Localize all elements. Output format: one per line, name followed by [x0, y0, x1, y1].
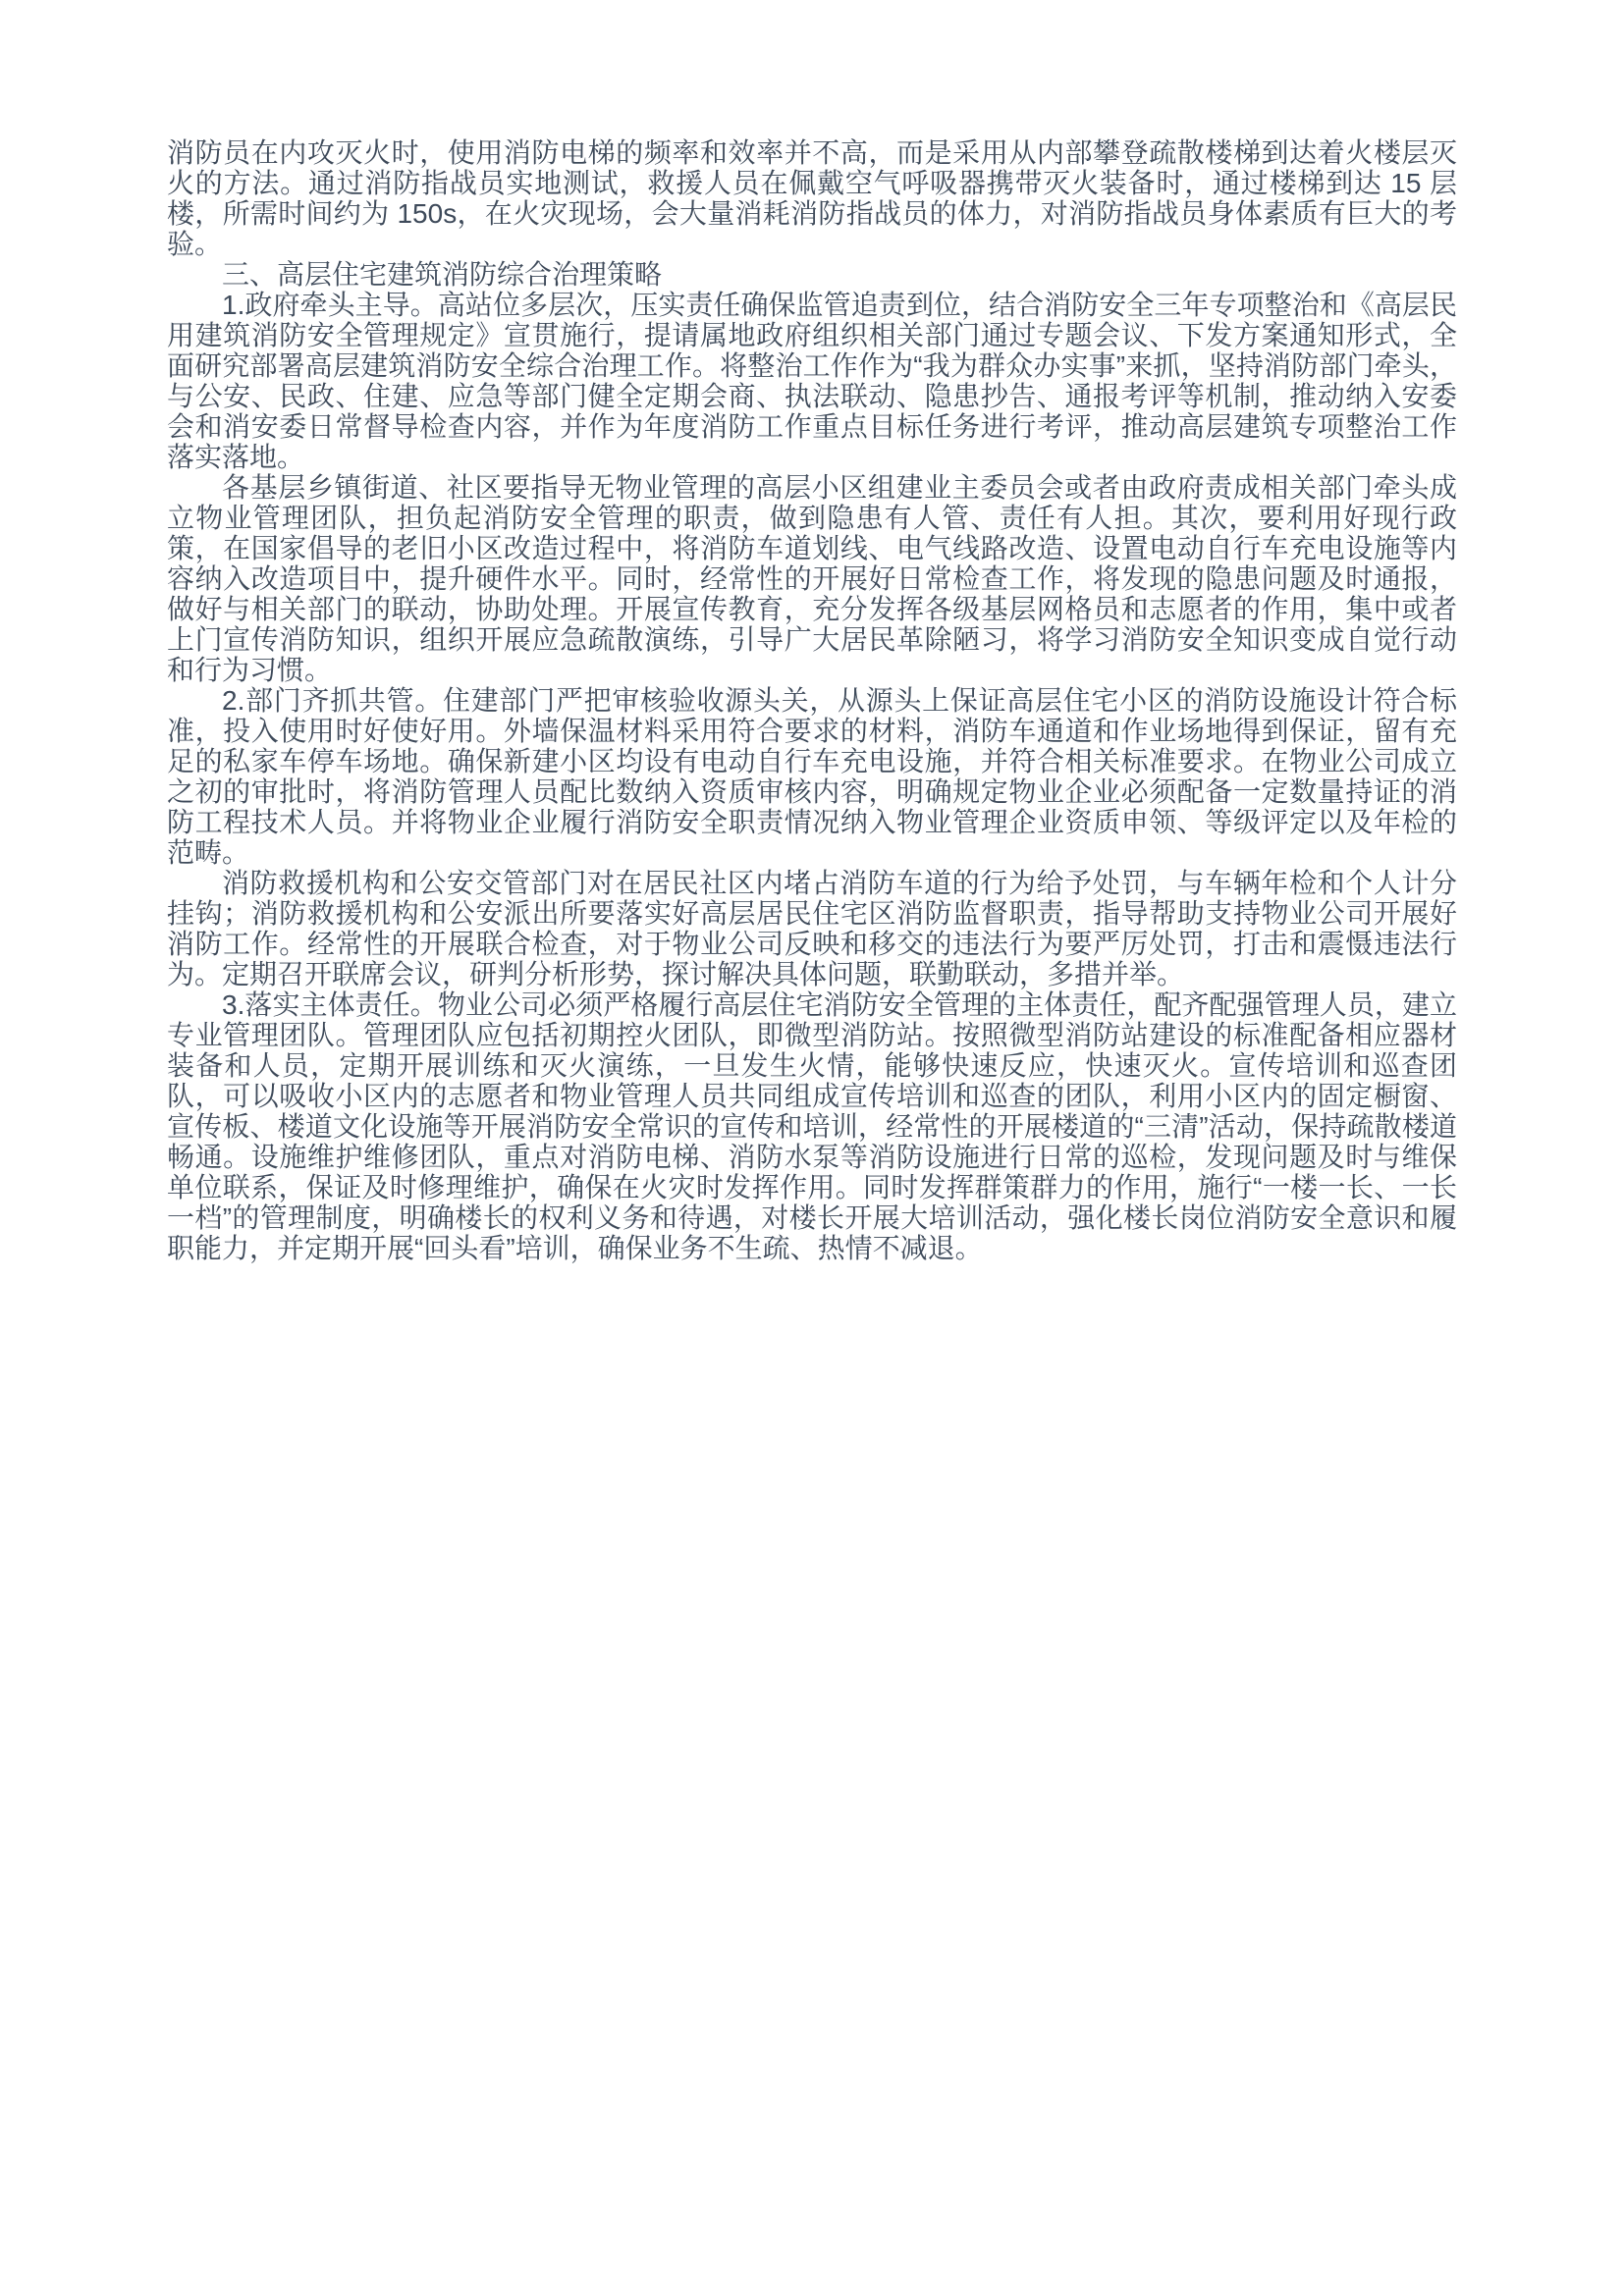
document-body [167, 137, 1457, 1263]
strategy-2-joint-management-paragraph: 2.部门齐抓共管。住建部门严把审核验收源头关，从源头上保证高层住宅小区的消防设施设计符合标准，投入使用时好使好用。外墙保温材料采用符合要求的材料，消防车通道和作业场地得到保证，留有充足的私家车停车场地。确保新建小区均设有电动自行车充电设施，并符合相关标准要求。在物业公司成立之初的审批时，将消防管理人员配比数纳入资质审核内容，明确规定物业企业必须配备一定数量持证的消防工程技术人员。并将物业企业履行消防安全职责情况纳入物业管理企业资质申领、等级评定以及年检的范畴。 [167, 685, 1457, 868]
rescue-traffic-enforcement-paragraph: 消防救援机构和公安交管部门对在居民社区内堵占消防车道的行为给予处罚，与车辆年检和个人计分挂钩；消防救援机构和公安派出所要落实好高层居民住宅区消防监督职责，指导帮助支持物业公司开展好消防工作。经常性的开展联合检查，对于物业公司反映和移交的违法行为要严厉处罚，打击和震慑违法行为。定期召开联席会议，研判分析形势，探讨解决具体问题，联勤联动，多措并举。 [167, 868, 1457, 989]
strategy-1-government-lead-paragraph: 1.政府牵头主导。高站位多层次，压实责任确保监管追责到位，结合消防安全三年专项整治和《高层民用建筑消防安全管理规定》宣贯施行，提请属地政府组织相关部门通过专题会议、下发方案通知形式，全面研究部署高层建筑消防安全综合治理工作。将整治工作作为“我为群众办实事”来抓，坚持消防部门牵头，与公安、民政、住建、应急等部门健全定期会商、执法联动、隐患抄告、通报考评等机制，推动纳入安委会和消安委日常督导检查内容，并作为年度消防工作重点目标任务进行考评，推动高层建筑专项整治工作落实落地。 [167, 290, 1457, 472]
section-heading-3: 三、高层住宅建筑消防综合治理策略 [222, 259, 663, 290]
strategy-3-main-responsibility-paragraph: 3.落实主体责任。物业公司必须严格履行高层住宅消防安全管理的主体责任，配齐配强管理人员，建立专业管理团队。管理团队应包括初期控火团队，即微型消防站。按照微型消防站建设的标准配备相应器材装备和人员，定期开展训练和灭火演练，一旦发生火情，能够快速反应，快速灭火。宣传培训和巡查团队，可以吸收小区内的志愿者和物业管理人员共同组成宣传培训和巡查的团队，利用小区内的固定橱窗、宣传板、楼道文化设施等开展消防安全常识的宣传和培训，经常性的开展楼道的“三清”活动，保持疏散楼道畅通。设施维护维修团队，重点对消防电梯、消防水泵等消防设施进行日常的巡检，发现问题及时与维保单位联系，保证及时修理维护，确保在火灾时发挥作用。同时发挥群策群力的作用，施行“一楼一长、一长一档”的管理制度，明确楼长的权利义务和待遇，对楼长开展大培训活动，强化楼长岗位消防安全意识和履职能力，并定期开展“回头看”培训，确保业务不生疏、热情不减退。 [167, 989, 1457, 1263]
body-paragraph-continuation: 消防员在内攻灭火时，使用消防电梯的频率和效率并不高，而是采用从内部攀登疏散楼梯到达着火楼层灭火的方法。通过消防指战员实地测试，救援人员在佩戴空气呼吸器携带灭火装备时，通过楼梯到达 15 层楼，所需时间约为 150s，在火灾现场，会大量消耗消防指战员的体力，对消防指战员身体素质有巨大的考验。 [167, 137, 1457, 259]
grassroots-community-paragraph: 各基层乡镇街道、社区要指导无物业管理的高层小区组建业主委员会或者由政府责成相关部门牵头成立物业管理团队，担负起消防安全管理的职责，做到隐患有人管、责任有人担。其次，要利用好现行政策，在国家倡导的老旧小区改造过程中，将消防车道划线、电气线路改造、设置电动自行车充电设施等内容纳入改造项目中，提升硬件水平。同时，经常性的开展好日常检查工作，将发现的隐患问题及时通报，做好与相关部门的联动，协助处理。开展宣传教育，充分发挥各级基层网格员和志愿者的作用，集中或者上门宣传消防知识，组织开展应急疏散演练，引导广大居民革除陋习，将学习消防安全知识变成自觉行动和行为习惯。 [167, 472, 1457, 685]
